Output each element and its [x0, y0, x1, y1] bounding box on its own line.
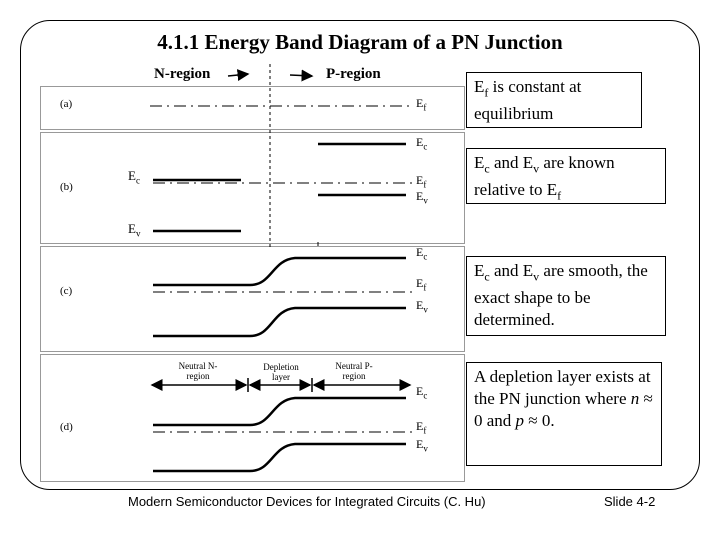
ev-curve-d	[153, 444, 406, 471]
note-ef-constant: $E_f$ is constant at equilibrium	[466, 72, 642, 128]
note-ec-ev-known: $E_c$ and $E_v$ are known relative to $E_f$	[466, 148, 666, 204]
ef-label-a: $E_f$	[416, 96, 427, 113]
ec-curve-c	[153, 258, 406, 285]
panel-a-label: (a)	[60, 98, 73, 110]
panel-b-label: (b)	[60, 181, 73, 193]
ef-label-b: $E_f$	[416, 173, 427, 190]
note-ec-ev-smooth: $E_c$ and $E_v$ are smooth, the exact shape to be determined.	[466, 256, 666, 336]
ev-label-d: $E_v$	[416, 437, 428, 454]
neutral-p-region-label: Neutral P-region	[335, 361, 373, 381]
p-region-arrow	[290, 75, 312, 76]
footer-citation: Modern Semiconductor Devices for Integrated Circuits (C. Hu)	[128, 494, 486, 509]
depletion-layer-label: Depletion layer	[263, 362, 299, 382]
ev-label-b-left: $E_v$	[128, 221, 141, 239]
ev-curve-c	[153, 308, 406, 336]
ec-label-b-right: $E_c$	[416, 135, 428, 152]
slide-number: Slide 4-2	[604, 494, 656, 509]
ev-label-b-right: $E_v$	[416, 189, 428, 206]
ec-label-c: $E_c$	[416, 245, 428, 262]
ec-label-d: $E_c$	[416, 384, 428, 401]
n-region-label: N-region	[154, 66, 211, 82]
n-region-arrow	[228, 74, 248, 76]
note-depletion-layer: A depletion layer exists at the PN junction where n ≈ 0 and p ≈ 0.	[466, 362, 662, 466]
ec-curve-d	[153, 398, 406, 425]
panel-c-label: (c)	[60, 285, 73, 297]
ev-label-c: $E_v$	[416, 298, 428, 315]
neutral-n-region-label: Neutral N-region	[178, 361, 218, 381]
slide-title: 4.1.1 Energy Band Diagram of a PN Junction	[157, 30, 563, 54]
ef-label-d: $E_f$	[416, 419, 427, 436]
ec-label-b-left: $E_c$	[128, 168, 140, 186]
ef-label-c: $E_f$	[416, 276, 427, 293]
panel-d-label: (d)	[60, 421, 73, 433]
p-region-label: P-region	[326, 66, 381, 82]
